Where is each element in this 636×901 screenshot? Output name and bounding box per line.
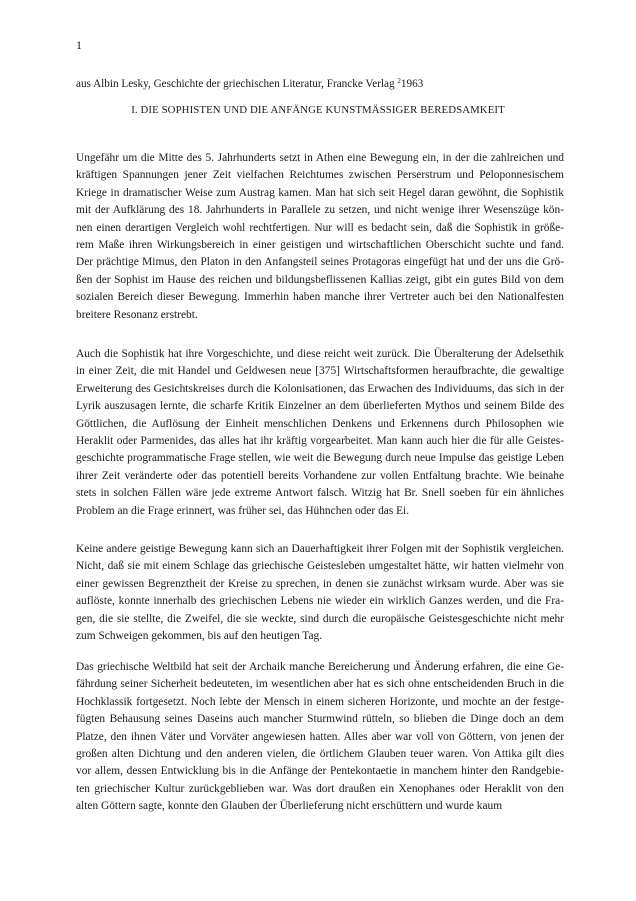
paragraph-line: Keine andere geistige Bewegung kann sich an Dauerhaftigkeit ihrer Folgen mit der Sophistik vergleichen. bbox=[76, 543, 564, 555]
paragraph-line: Nicht, daß sie mit einem Schlage das griechische Geistesleben umgestaltet hätte, wir hatten vielmehr von bbox=[76, 560, 564, 573]
paragraph-line: geschichte programmatische Frage stellen, wie weit die Bewegung durch neue Impulse das geistige Leben bbox=[76, 452, 564, 465]
paragraph-line: einer gewissen Begrenztheit der Kreise zu sprechen, in denen sie zunächst wirksam wurde. Aber was sie bbox=[76, 577, 564, 590]
paragraph-line: zum Schweigen gekommen, bis auf den heutigen Tag. bbox=[76, 630, 323, 643]
paragraph-line: rem Maße ihren Wirkungsbereich in einer geistigen und wirtschaftlichen Oberschicht suchte und fand. bbox=[76, 239, 564, 252]
paragraph-line: Heraklit oder Parmenides, das alles hat ihr kräftig vorgearbeitet. Man kann auch hier die für alle Geistes- bbox=[76, 435, 564, 448]
paragraph-line: fährdung seiner Sicherheit bedeuteten, im wesentlichen aber hat es sich ohne entscheidenden Bruch in die bbox=[76, 678, 564, 691]
paragraph-1 bbox=[76, 150, 564, 324]
source-citation-text: aus Albin Lesky, Geschichte der griechischen Literatur, Francke Verlag bbox=[76, 78, 398, 90]
paragraph-line: Das griechische Weltbild hat seit der Archaik manche Bereicherung und Änderung erfahren, die eine Ge- bbox=[76, 661, 564, 673]
source-year: 1963 bbox=[400, 78, 424, 90]
paragraph-line: fügten Behausung seines Daseins auch mancher Sturmwind rütteln, so blieben die Dinge doch an dem bbox=[76, 713, 564, 726]
paragraph-line: Ungefähr um die Mitte des 5. Jahrhunderts setzt in Athen eine Bewegung ein, in der die zahlreichen und bbox=[76, 152, 564, 164]
paragraph-line: Auch die Sophistik hat ihre Vorgeschichte, und diese reicht weit zurück. Die Überalterung der Adelsethik bbox=[76, 348, 564, 360]
edition-superscript: 2 bbox=[397, 77, 401, 85]
paragraph-line: mit der Aufklärung des 18. Jahrhunderts in Parallele zu setzen, und nicht wenige ihrer Wesenszüge kön- bbox=[76, 204, 564, 217]
paragraph-3 bbox=[76, 541, 564, 645]
paragraph-line: kräftigen Spannungen jener Zeit vielfachen Reichtumes zwischen Perserstrum und Peloponnesischem bbox=[76, 169, 564, 182]
paragraph-line: breitere Resonanz erstrebt. bbox=[76, 308, 198, 321]
chapter-heading: I. DIE SOPHISTEN UND DIE ANFÄNGE KUNSTMÄSSIGER BEREDSAMKEIT bbox=[131, 104, 505, 116]
paragraph-line: gen, die sie stellte, die Zweifel, die sie weckte, sind durch die europäische Geistesgeschichte nicht mehr bbox=[76, 612, 564, 625]
paragraph-line: nen einen derartigen Vergleich wohl rechtfertigen. Nur will es bedacht sein, daß die Sophistik in größe- bbox=[76, 221, 564, 234]
paragraph-line: sozialen Bereich dieser Bewegung. Immerhin haben manche ihrer Vertreter auch bei den Nationalfesten bbox=[76, 291, 564, 304]
page-number: 1 bbox=[76, 38, 82, 52]
paragraph-line: großen alten Dichtung und den anderen vielen, die örtlichem Glauben teuer waren. Von Attika gilt dies bbox=[76, 748, 564, 761]
paragraph-2 bbox=[76, 346, 564, 520]
paragraph-line: Göttlichen, die Auflösung der Einheit menschlichen Denkens und Erkennens durch Philosophen wie bbox=[76, 417, 564, 430]
paragraph-line: Lyrik auszusagen lernte, die scharfe Kritik Einzelner an dem überlieferten Mythos und seinem Bilde des bbox=[76, 400, 564, 413]
paragraph-line: alten Göttern sagte, konnte den Glauben der Überlieferung nicht erschüttern und wurde kaum bbox=[76, 800, 503, 813]
paragraph-line: ten griechischer Kultur zurückgeblieben war. Was dort draußen ein Xenophanes oder Heraklit von den bbox=[76, 782, 564, 795]
paragraph-line: Hochklassik fortgesetzt. Noch lebte der Mensch in einem sicheren Horizonte, und mochte an der festge- bbox=[76, 695, 564, 708]
paragraph-line: Der prächtige Mimus, den Platon in den Anfangsteil seines Protagoras eingefügt hat und der uns die Grö- bbox=[76, 256, 564, 269]
paragraph-line: Platze, den ihnen Väter und Vorväter angewiesen hatten. Alles aber war voll von Göttern, von jenen der bbox=[76, 730, 564, 743]
paragraph-line: Erweiterung des Gesichtskreises durch die Kolonisationen, das Erwachen des Individuums, das sich in der bbox=[76, 382, 564, 395]
paragraph-line: stets in solchen Fällen wäre jede extreme Antwort falsch. Witzig hat Br. Snell soeben für ein ähnliches bbox=[76, 487, 564, 500]
source-citation bbox=[76, 77, 596, 90]
paragraph-4 bbox=[76, 659, 564, 816]
paragraph-line: Kriege in dramatischer Weise zum Austrag kamen. Man hat sich seit Hegel daran gewöhnt, die Sophistik bbox=[76, 186, 564, 199]
paragraph-line: vor allem, dessen Entwicklung bis in die Anfänge der Pentekontaetie in manchem hinter den Randgebie- bbox=[76, 765, 564, 778]
paragraph-line: ihrer Zeit veränderte oder das potentiell bereits Vorhandene zur vollen Entfaltung brachte. Wie beinahe bbox=[76, 469, 564, 482]
paragraph-line: ßen der Sophist im Hause des reichen und bildungsbeflissenen Kallias zeigt, gibt ein gutes Bild von dem bbox=[76, 273, 564, 286]
paragraph-line: in einer Zeit, die mit Handel und Geldwesen neue [375] Wirtschaftsformen heraufbrachte, die gewaltige bbox=[76, 365, 564, 378]
paragraph-line: Problem an die Frage erinnert, was früher sei, das Hühnchen oder das Ei. bbox=[76, 504, 410, 517]
paragraph-line: auflöste, konnte innerhalb des griechischen Lebens nie wieder ein wirklich Ganzes werden, und die Fra- bbox=[76, 595, 564, 608]
